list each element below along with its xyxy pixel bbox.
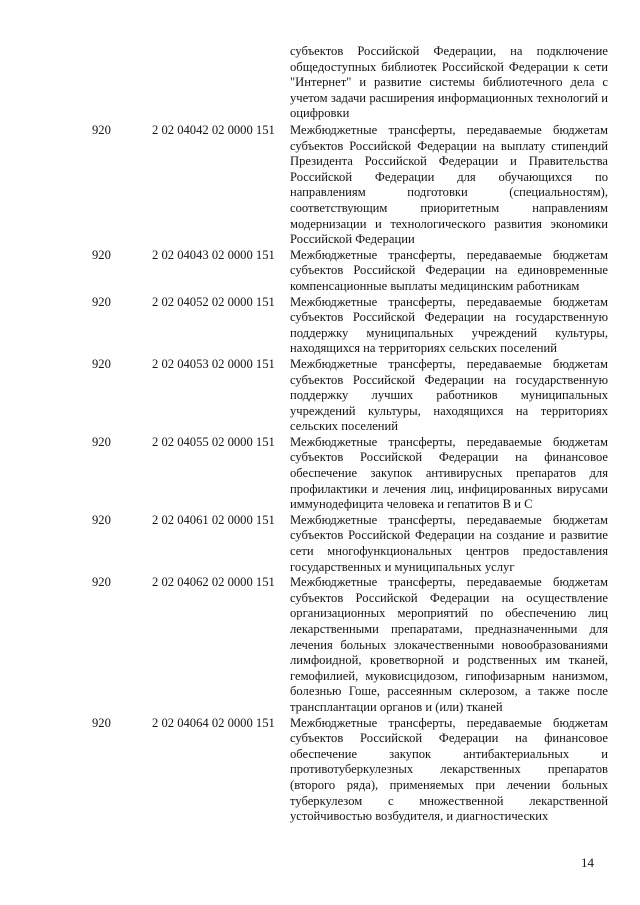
budget-classification-code: 2 02 04053 02 0000 151 (152, 356, 275, 371)
administrator-code: 920 (92, 123, 111, 137)
table-row (0, 248, 640, 295)
administrator-code: 920 (92, 434, 111, 449)
administrator-code: 920 (92, 247, 111, 262)
administrator-code: 920 (92, 512, 111, 527)
table-row (0, 123, 640, 248)
table-row (0, 716, 640, 825)
page-number: 14 (581, 855, 594, 870)
budget-classification-code: 2 02 04042 02 0000 151 (152, 123, 275, 137)
revenue-description: Межбюджетные трансферты, передаваемые бюджетам субъектов Российской Федерации на выплату стипендий Президента Российской Федерации и Правительства Российской Федерации для обучающихся по направлениям подготовки (специальностям), соответствующим приоритетным направлениям модернизации и технологического развития экономики Российской Федерации (290, 123, 608, 247)
table-row (0, 357, 640, 435)
budget-classification-code: 2 02 04043 02 0000 151 (152, 247, 275, 262)
budget-classification-code: 2 02 04055 02 0000 151 (152, 434, 275, 449)
revenue-description: Межбюджетные трансферты, передаваемые бюджетам субъектов Российской Федерации на финансовое обеспечение закупок антибактериальных и противотуберкулезных лекарственных препаратов (второго ряда), применяемых при лечении больных туберкулезом с множественной лекарственной устойчивостью возбудителя, и диагностических (290, 715, 608, 824)
budget-classification-code: 2 02 04052 02 0000 151 (152, 294, 275, 309)
budget-classification-code: 2 02 04062 02 0000 151 (152, 575, 275, 590)
budget-classification-code: 2 02 04064 02 0000 151 (152, 715, 275, 730)
revenue-description: Межбюджетные трансферты, передаваемые бюджетам субъектов Российской Федерации на государственную поддержку лучших работников муниципальных учреждений культуры, находящихся на территориях сельских поселений (290, 356, 608, 434)
continued-description: субъектов Российской Федерации, на подключение общедоступных библиотек Российской Федерации к сети "Интернет" и развитие системы библиотечного дела с учетом задачи расширения информационных технологий и оцифровки (290, 44, 608, 121)
revenue-description: Межбюджетные трансферты, передаваемые бюджетам субъектов Российской Федерации на государственную поддержку муниципальных учреждений культуры, находящихся на территориях сельских поселений (290, 294, 608, 356)
table-row (0, 295, 640, 357)
administrator-code: 920 (92, 356, 111, 371)
administrator-code: 920 (92, 575, 111, 590)
revenue-description: Межбюджетные трансферты, передаваемые бюджетам субъектов Российской Федерации на финансовое обеспечение закупок антивирусных препаратов для профилактики и лечения лиц, инфицированных вирусами иммунодефицита человека и гепатитов В и С (290, 434, 608, 512)
table-row (0, 513, 640, 575)
table-row (0, 575, 640, 715)
revenue-description: Межбюджетные трансферты, передаваемые бюджетам субъектов Российской Федерации на создание и развитие сети многофункциональных центров предоставления государственных и муниципальных услуг (290, 512, 608, 574)
administrator-code: 920 (92, 715, 111, 730)
revenue-description: Межбюджетные трансферты, передаваемые бюджетам субъектов Российской Федерации на единовременные компенсационные выплаты медицинским работникам (290, 247, 608, 293)
table-row (0, 435, 640, 513)
budget-code-table (0, 123, 640, 825)
administrator-code: 920 (92, 294, 111, 309)
budget-classification-code: 2 02 04061 02 0000 151 (152, 512, 275, 527)
revenue-description: Межбюджетные трансферты, передаваемые бюджетам субъектов Российской Федерации на осуществление организационных мероприятий по обеспечению лиц лекарственными препаратами, предназначенными для лечения больных злокачественными новообразованиями лимфоидной, кроветворной и родственных им тканей, гемофилией, муковисцидозом, гипофизарным нанизмом, болезнью Гоше, рассеянным склерозом, а также после трансплантации органов и (или) тканей (290, 575, 608, 714)
